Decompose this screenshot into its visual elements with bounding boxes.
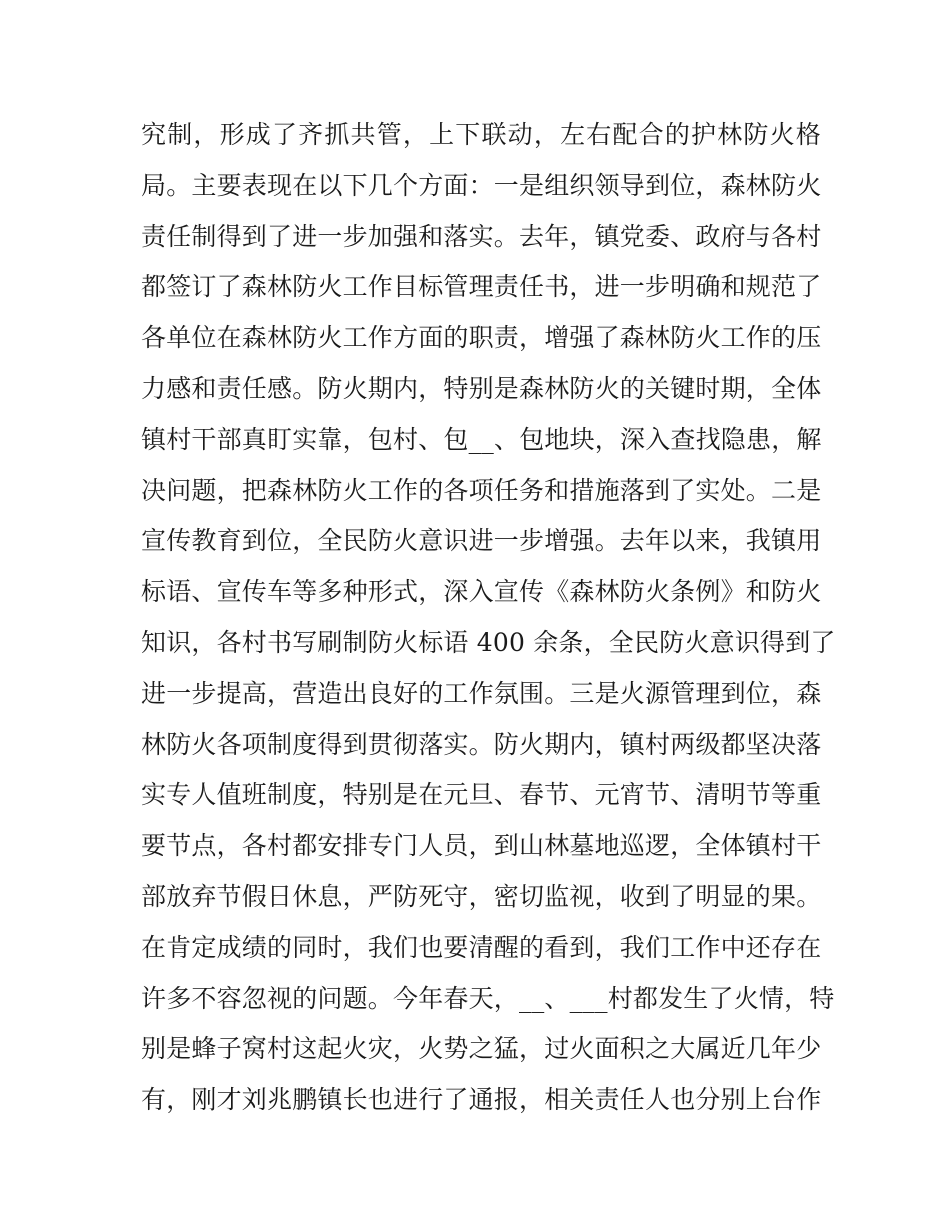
text-line-15: 要节点，各村都安排专门人员，到山林墓地巡逻，全体镇村干 [141,831,822,861]
text-line-16: 部放弃节假日休息，严防死守，密切监视，收到了明显的果。 [141,881,822,911]
text-line-2: 局。主要表现在以下几个方面：一是组织领导到位，森林防火 [141,170,822,200]
text-line-6: 力感和责任感。防火期内，特别是森林防火的关键时期，全体 [141,373,822,403]
text-line-10: 标语、宣传车等多种形式，深入宣传《森林防火条例》和防火 [141,577,822,607]
text-line-5: 各单位在森林防火工作方面的职责，增强了森林防火工作的压 [141,323,822,353]
text-line-9: 宣传教育到位，全民防火意识进一步增强。去年以来，我镇用 [141,526,822,556]
text-line-19: 别是蜂子窝村这起火灾，火势之猛，过火面积之大属近几年少 [141,1034,822,1064]
text-line-20: 有，刚才刘兆鹏镇长也进行了通报，相关责任人也分别上台作 [141,1085,822,1115]
text-line-8: 决问题，把森林防火工作的各项任务和措施落到了实处。二是 [141,475,822,505]
text-line-18: 许多不容忽视的问题。今年春天，__、___村都发生了火情，特 [141,983,835,1013]
text-line-13: 林防火各项制度得到贯彻落实。防火期内，镇村两级都坚决落 [141,729,822,759]
text-line-17: 在肯定成绩的同时，我们也要清醒的看到，我们工作中还存在 [141,932,822,962]
text-line-3: 责任制得到了进一步加强和落实。去年，镇党委、政府与各村 [141,221,822,251]
text-line-11: 知识，各村书写刷制防火标语 400 余条，全民防火意识得到了 [141,627,836,657]
text-line-14: 实专人值班制度，特别是在元旦、春节、元宵节、清明节等重 [141,780,822,810]
body-text [141,110,836,1126]
text-line-12: 进一步提高，营造出良好的工作氛围。三是火源管理到位，森 [141,678,822,708]
text-line-4: 都签订了森林防火工作目标管理责任书，进一步明确和规范了 [141,272,822,302]
text-line-7: 镇村干部真盯实靠，包村、包__、包地块，深入查找隐患，解 [141,424,822,454]
text-line-1: 究制，形成了齐抓共管，上下联动，左右配合的护林防火格 [141,120,821,149]
